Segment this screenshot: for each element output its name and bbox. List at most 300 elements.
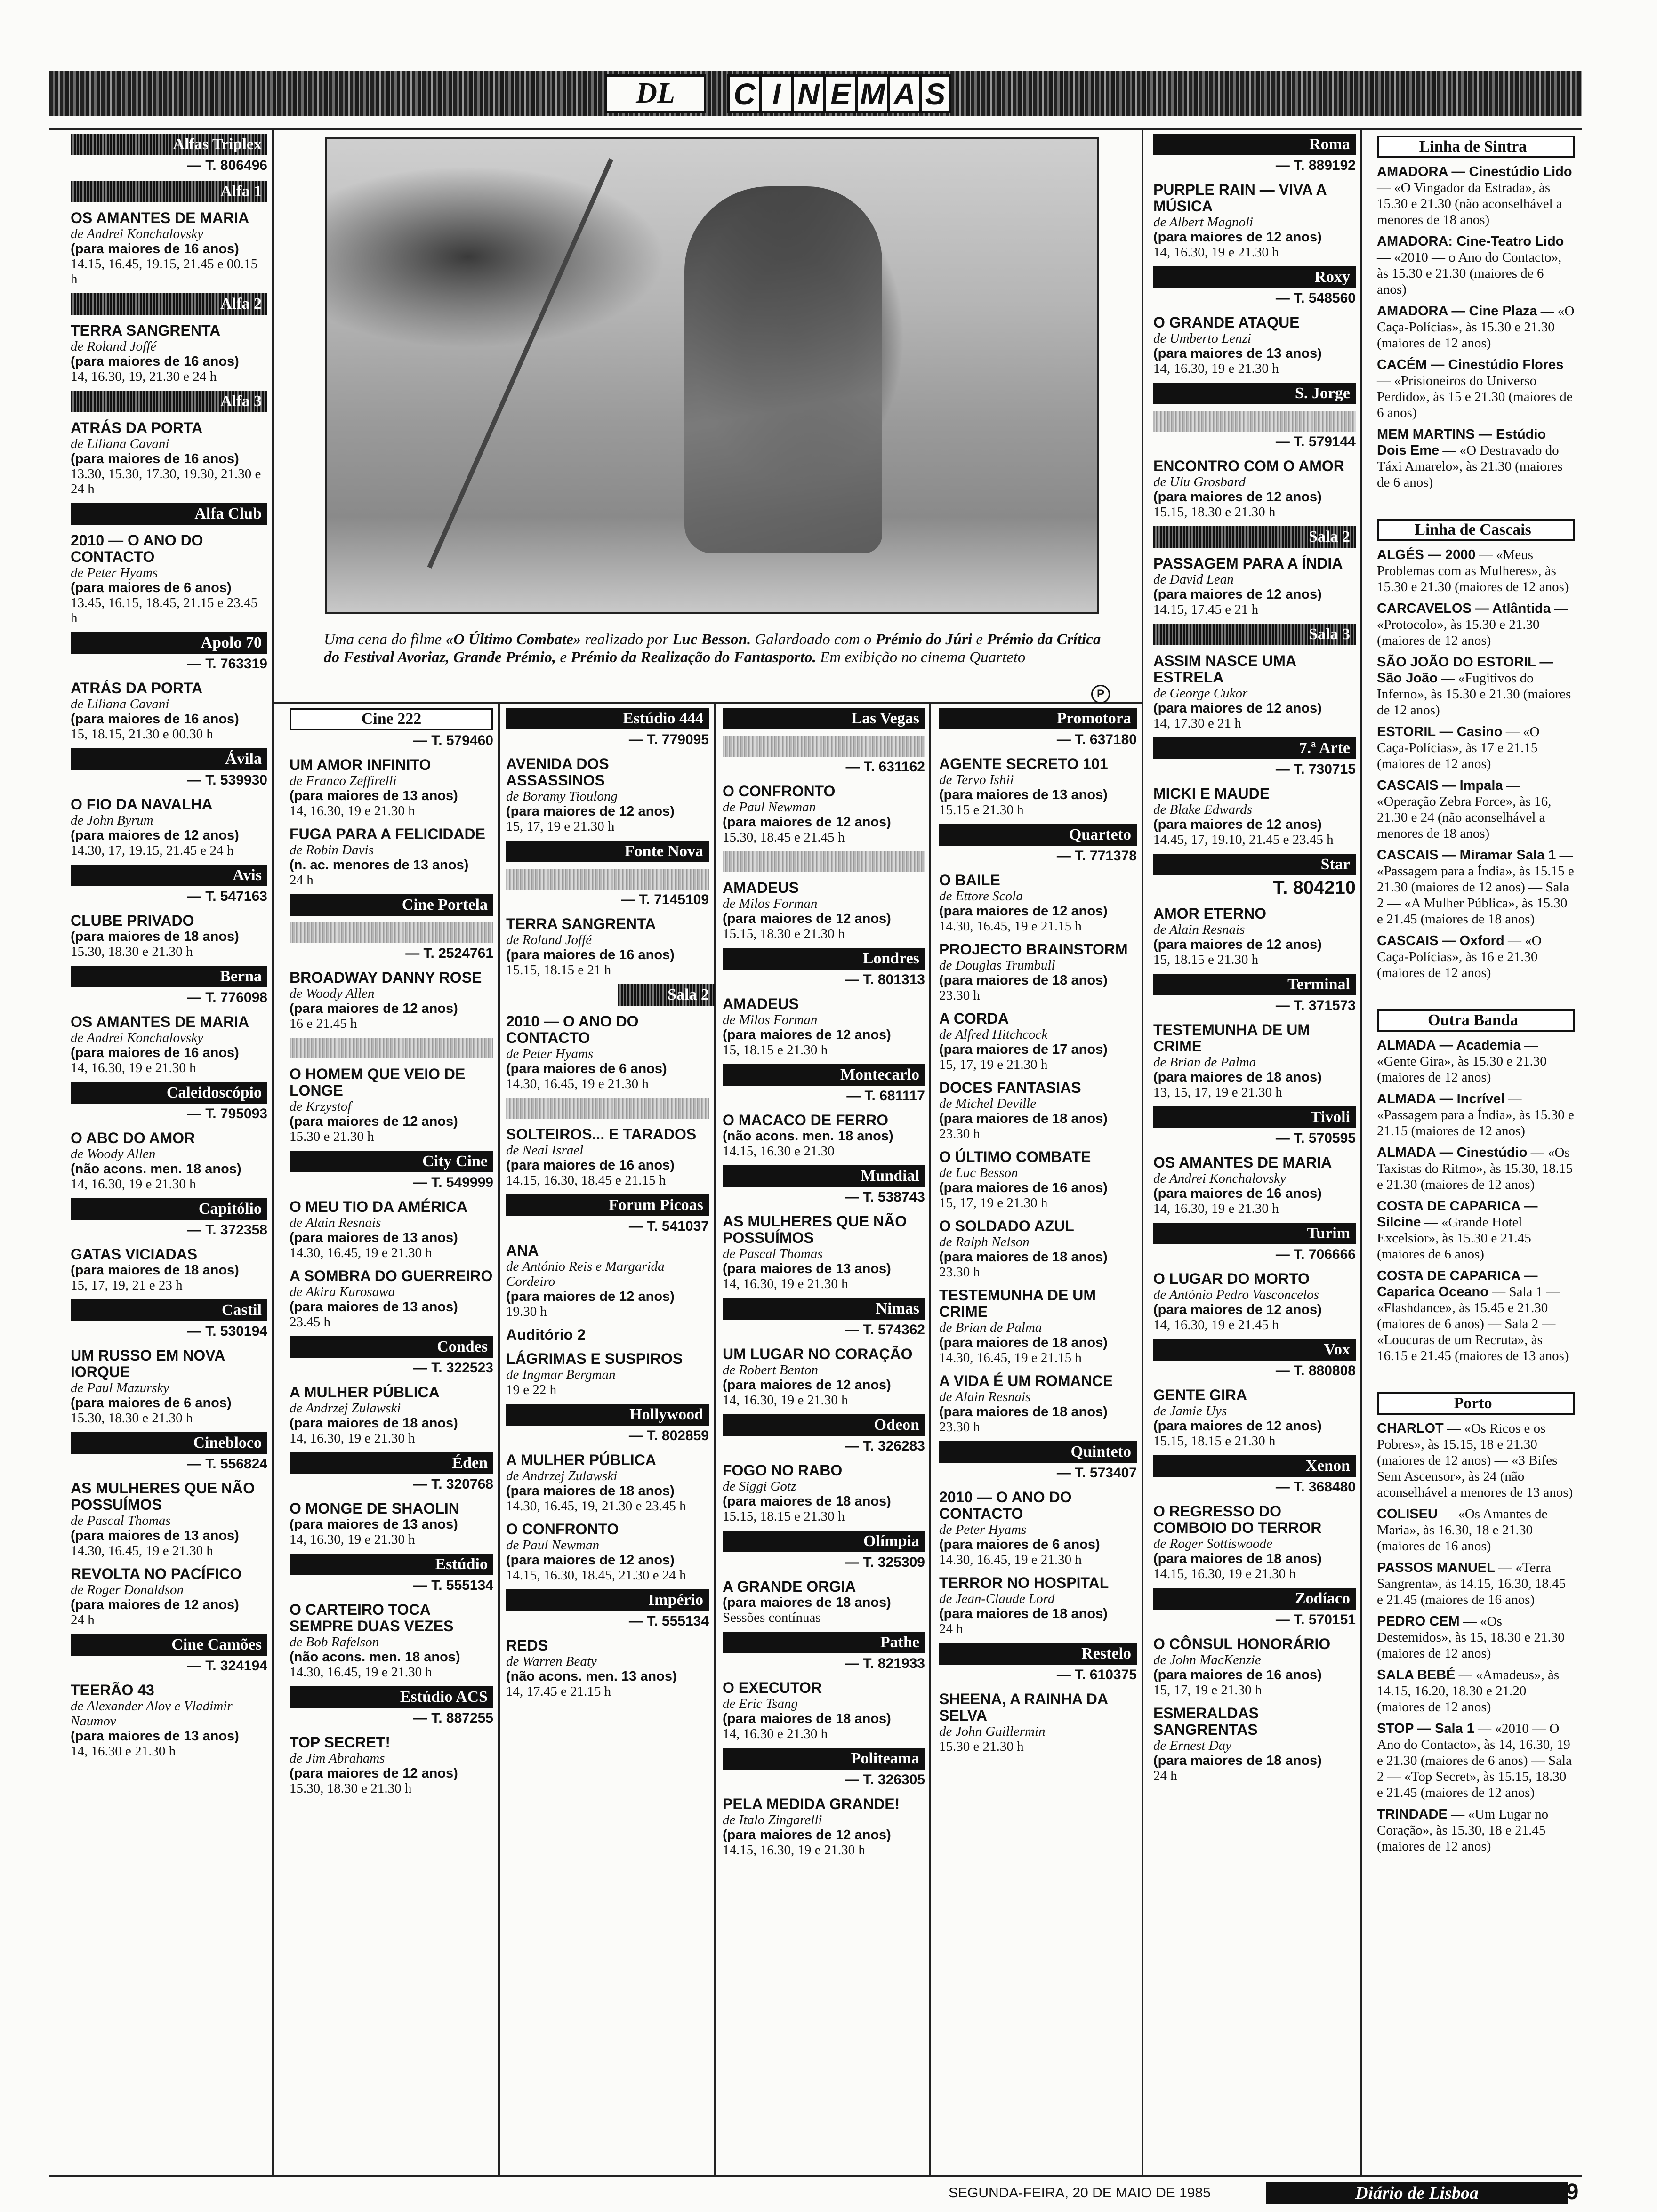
age-rating: (para maiores de 18 anos) bbox=[71, 1263, 239, 1278]
age-rating: (para maiores de 12 anos) bbox=[1153, 489, 1322, 505]
newspaper-masthead: Diário de Lisboa bbox=[1266, 2182, 1568, 2204]
film-title: O REGRESSO DO COMBOIO DO TERROR bbox=[1153, 1503, 1322, 1536]
film-listing bbox=[1153, 458, 1356, 520]
phone-number: — T. 802859 bbox=[628, 1428, 709, 1443]
age-rating: (não acons. men. 18 anos) bbox=[290, 1650, 460, 1665]
cinema-header: Alfa 2 bbox=[71, 293, 267, 315]
age-rating: (para maiores de 6 anos) bbox=[71, 1395, 232, 1411]
film-director: de Robin Davis bbox=[290, 842, 374, 858]
session-times: 14, 16.30, 19, 21.30 e 24 h bbox=[71, 369, 217, 384]
venue-program: — «Meus Problemas com as Mulheres», às 15.30 e 21.30 (maiores de 12 anos) bbox=[1377, 547, 1569, 594]
regional-listing bbox=[1377, 1420, 1575, 1500]
phone-number: — T. 570151 bbox=[1275, 1612, 1356, 1627]
age-rating: (para maiores de 12 anos) bbox=[939, 904, 1108, 919]
age-rating: (para maiores de 18 anos) bbox=[723, 1595, 891, 1610]
title-letter: M bbox=[855, 74, 887, 113]
session-times: 14.30, 16.45, 19 e 21.30 h bbox=[939, 1552, 1082, 1567]
session-times: 14, 17.30 e 21 h bbox=[1153, 716, 1241, 731]
session-times: 14.30, 16.45, 19 e 21.30 h bbox=[290, 1665, 432, 1680]
session-times: 15.30, 18.30 e 21.30 h bbox=[71, 1411, 193, 1426]
film-director: de Douglas Trumbull bbox=[939, 958, 1055, 973]
film-director: de Woody Allen bbox=[290, 986, 375, 1001]
film-listing bbox=[723, 1213, 925, 1291]
phone-number: — T. 573407 bbox=[1056, 1465, 1137, 1481]
venue-name: ESTORIL — Casino bbox=[1377, 724, 1503, 739]
session-times: 14.15, 16.30, 19 e 21.30 h bbox=[1153, 1566, 1296, 1581]
film-listing bbox=[290, 1734, 493, 1796]
venue-program: — «Os Ricos e os Pobres», às 15.15, 18 e 21.30 (maiores de 12 anos) — «3 Bifes Sem Ascensor», às 24 (não aconselhável a menores de 13 anos) bbox=[1377, 1421, 1573, 1500]
regional-listing bbox=[1377, 233, 1575, 297]
venue-program: — «Amadeus», às 14.15, 16.20, 18.30 e 21.20 (maiores de 12 anos) bbox=[1377, 1667, 1560, 1715]
age-rating: (para maiores de 12 anos) bbox=[1153, 1302, 1322, 1317]
cinema-header: Alfas Triplex bbox=[71, 134, 267, 155]
regional-listing bbox=[1377, 1091, 1575, 1139]
venue-name: CACÉM — Cinestúdio Flores bbox=[1377, 357, 1564, 372]
film-listing bbox=[723, 1462, 925, 1524]
column-rule bbox=[272, 128, 274, 2175]
film-director: de Akira Kurosawa bbox=[290, 1284, 395, 1299]
venue-name: CASCAIS — Oxford bbox=[1377, 933, 1504, 948]
age-rating: (para maiores de 16 anos) bbox=[1153, 1667, 1322, 1683]
cinema-header: Restelo bbox=[939, 1643, 1137, 1665]
phone-number: — T. 2524761 bbox=[405, 946, 493, 961]
age-rating: (para maiores de 18 anos) bbox=[939, 1111, 1108, 1126]
region-header: Linha de Cascais bbox=[1377, 519, 1575, 541]
film-title: REDS bbox=[506, 1637, 548, 1654]
page-number: 29 bbox=[1553, 2180, 1579, 2204]
phone-number: — T. 574362 bbox=[845, 1322, 925, 1338]
film-listing bbox=[1153, 314, 1356, 376]
film-listing bbox=[290, 1066, 493, 1144]
venue-program: — «Gente Gira», às 15.30 e 21.30 (maiores de 12 anos) bbox=[1377, 1038, 1547, 1085]
age-rating: (para maiores de 18 anos) bbox=[723, 1711, 891, 1726]
film-title: A CORDA bbox=[939, 1010, 1009, 1027]
film-listing bbox=[71, 532, 267, 625]
venue-name: CARCAVELOS — Atlântida bbox=[1377, 601, 1551, 616]
film-title: PROJECTO BRAINSTORM bbox=[939, 941, 1128, 958]
session-times: 14.30, 16.45, 19 e 21.30 h bbox=[506, 1076, 649, 1091]
session-times: 14, 16.30, 19 e 21.30 h bbox=[1153, 361, 1279, 376]
film-title: ENCONTRO COM O AMOR bbox=[1153, 457, 1344, 474]
film-listing bbox=[506, 756, 709, 834]
age-rating: (para maiores de 18 anos) bbox=[1153, 1551, 1322, 1566]
film-listing bbox=[506, 1126, 709, 1188]
film-title: O FIO DA NAVALHA bbox=[71, 796, 213, 813]
film-listing bbox=[1153, 1636, 1356, 1698]
session-times: 14, 16.30, 19 e 21.30 h bbox=[723, 1276, 848, 1291]
film-listing bbox=[506, 916, 709, 978]
session-times: 24 h bbox=[290, 873, 314, 888]
cinema-header: 7.ª Arte bbox=[1153, 737, 1356, 759]
film-title: CLUBE PRIVADO bbox=[71, 912, 194, 929]
film-listing bbox=[939, 1691, 1137, 1754]
cinema-header: Las Vegas bbox=[723, 708, 925, 729]
session-times: 14.30, 16.45, 19 e 21.30 h bbox=[290, 1245, 432, 1260]
film-listing bbox=[290, 1602, 493, 1680]
film-director: de Roger Donaldson bbox=[71, 1582, 184, 1597]
venue-name: ALMADA — Incrível bbox=[1377, 1091, 1505, 1106]
phone-number: — T. 579144 bbox=[1275, 434, 1356, 449]
cinema-header: Fonte Nova bbox=[506, 841, 709, 862]
cinema-header: Odeon bbox=[723, 1414, 925, 1436]
film-title: O BAILE bbox=[939, 872, 1000, 889]
film-title: O ABC DO AMOR bbox=[71, 1130, 195, 1146]
film-director: de Alexander Alov e Vladimir Naumov bbox=[71, 1699, 233, 1729]
venue-name: ALMADA — Cinestúdio bbox=[1377, 1145, 1528, 1160]
phone-number: — T. 326305 bbox=[845, 1772, 925, 1787]
film-listing bbox=[939, 1373, 1137, 1435]
cinema-header: Alfa 1 bbox=[71, 181, 267, 202]
column-rule bbox=[1360, 128, 1362, 2175]
film-title: FUGA PARA A FELICIDADE bbox=[290, 825, 485, 842]
regional-listing bbox=[1377, 426, 1575, 490]
phone-number: — T. 681117 bbox=[846, 1088, 925, 1104]
cinema-header: Império bbox=[506, 1589, 709, 1611]
film-listing bbox=[723, 1579, 925, 1625]
film-listing bbox=[71, 420, 267, 497]
sala-strip bbox=[506, 1098, 709, 1119]
film-listing bbox=[939, 1575, 1137, 1636]
regional-listing bbox=[1377, 724, 1575, 772]
film-title: ESMERALDAS SANGRENTAS bbox=[1153, 1705, 1259, 1738]
cinema-header: Politeama bbox=[723, 1748, 925, 1770]
cinema-header: Cinebloco bbox=[71, 1432, 267, 1454]
film-listing bbox=[1153, 906, 1356, 967]
phone-number: — T. 763319 bbox=[187, 656, 267, 672]
film-title: O LUGAR DO MORTO bbox=[1153, 1270, 1310, 1287]
film-title: UM LUGAR NO CORAÇÃO bbox=[723, 1346, 913, 1362]
cinema-header: Éden bbox=[290, 1452, 493, 1474]
session-times: 15.15, 18.15 e 21.30 h bbox=[1153, 1434, 1276, 1449]
sala-strip bbox=[290, 922, 493, 943]
footer-date: SEGUNDA-FEIRA, 20 DE MAIO DE 1985 bbox=[949, 2185, 1211, 2201]
venue-name: COSTA DE CAPARICA — Silcine bbox=[1377, 1199, 1538, 1230]
cinema-header: Cine 222 bbox=[290, 708, 493, 730]
session-times: 15.30, 18.45 e 21.45 h bbox=[723, 830, 845, 845]
venue-name: STOP — Sala 1 bbox=[1377, 1721, 1474, 1736]
film-listing bbox=[939, 756, 1137, 817]
column-rule bbox=[1142, 128, 1143, 2175]
film-director: de Andrzej Zulawski bbox=[290, 1401, 401, 1416]
column-rule bbox=[498, 702, 500, 2175]
age-rating: (para maiores de 16 anos) bbox=[71, 712, 239, 727]
film-listing bbox=[290, 1500, 493, 1547]
film-title: PELA MEDIDA GRANDE! bbox=[723, 1795, 900, 1812]
film-title: TEERÃO 43 bbox=[71, 1682, 154, 1699]
age-rating: (para maiores de 13 anos) bbox=[290, 1517, 458, 1532]
cinema-header: Alfa Club bbox=[71, 503, 267, 525]
age-rating: (para maiores de 12 anos) bbox=[723, 815, 891, 830]
film-listing bbox=[939, 1149, 1137, 1210]
cinema-header: Pathe bbox=[723, 1632, 925, 1653]
film-listing bbox=[939, 872, 1137, 934]
regional-listing bbox=[1377, 1506, 1575, 1554]
age-rating: (para maiores de 12 anos) bbox=[1153, 587, 1322, 602]
column-1 bbox=[71, 127, 267, 1759]
age-rating: (para maiores de 6 anos) bbox=[939, 1537, 1100, 1552]
cinema-header: Promotora bbox=[939, 708, 1137, 729]
regional-listing bbox=[1377, 847, 1575, 927]
age-rating: (para maiores de 6 anos) bbox=[506, 1061, 667, 1076]
regional-listing bbox=[1377, 1037, 1575, 1085]
session-times: 15.30 e 21.30 h bbox=[939, 1739, 1024, 1754]
film-title: A MULHER PÚBLICA bbox=[506, 1451, 656, 1468]
regional-listing bbox=[1377, 1806, 1575, 1854]
session-times: 19.30 h bbox=[506, 1304, 547, 1319]
film-director: de Bob Rafelson bbox=[290, 1635, 379, 1650]
photo-figure bbox=[684, 186, 882, 553]
regional-listing bbox=[1377, 547, 1575, 595]
age-rating: (para maiores de 18 anos) bbox=[723, 1494, 891, 1509]
phone-number: — T. 806496 bbox=[187, 158, 267, 173]
film-director: de Italo Zingarelli bbox=[723, 1812, 822, 1827]
film-title: O SOLDADO AZUL bbox=[939, 1218, 1074, 1234]
venue-program: — «Um Lugar no Coração», às 15.30, 18 e 21.45 (maiores de 12 anos) bbox=[1377, 1807, 1549, 1854]
age-rating: (para maiores de 18 anos) bbox=[290, 1416, 458, 1431]
film-title: SHEENA, A RAINHA DA SELVA bbox=[939, 1691, 1108, 1724]
film-still-photo bbox=[325, 137, 1099, 614]
film-title: AGENTE SECRETO 101 bbox=[939, 755, 1108, 772]
film-listing bbox=[1153, 1387, 1356, 1449]
session-times: 15.15, 18.30 e 21.30 h bbox=[1153, 505, 1276, 520]
film-title: TESTEMUNHA DE UM CRIME bbox=[939, 1287, 1096, 1320]
film-title: A VIDA É UM ROMANCE bbox=[939, 1372, 1113, 1389]
film-director: de António Pedro Vasconcelos bbox=[1153, 1287, 1319, 1302]
film-title: 2010 — O ANO DO CONTACTO bbox=[506, 1013, 639, 1046]
cinema-header: Roxy bbox=[1153, 266, 1356, 288]
copyright-mark: P bbox=[1091, 685, 1110, 704]
cinema-header: Montecarlo bbox=[723, 1064, 925, 1086]
age-rating: (para maiores de 13 anos) bbox=[290, 1230, 458, 1245]
film-listing bbox=[71, 1130, 267, 1192]
sala-strip bbox=[290, 1038, 493, 1058]
film-listing bbox=[723, 880, 925, 941]
session-times: 15, 17, 19 e 21.30 h bbox=[1153, 1683, 1262, 1698]
film-director: de Peter Hyams bbox=[506, 1046, 594, 1061]
phone-number: — T. 801313 bbox=[845, 972, 925, 987]
phone-number: — T. 631162 bbox=[845, 759, 925, 775]
title-letter: C bbox=[727, 74, 759, 113]
film-listing bbox=[71, 796, 267, 858]
regional-listing bbox=[1377, 164, 1575, 228]
phone-number: — T. 610375 bbox=[1056, 1667, 1137, 1683]
venue-program: — «Protocolo», às 15.30 e 21.30 (maiores de 12 anos) bbox=[1377, 601, 1568, 648]
venue-program: — «2010 — O Ano do Contacto», às 14, 16.30, 19 e 21.30 (maiores de 6 anos) — Sala 2 — «Top Secret», às 15.15, 18.30 e 21.45 (maiores de 12 anos) bbox=[1377, 1721, 1572, 1800]
film-title: 2010 — O ANO DO CONTACTO bbox=[939, 1489, 1072, 1522]
film-listing bbox=[1153, 555, 1356, 617]
film-listing bbox=[290, 757, 493, 818]
film-director: de Brian de Palma bbox=[1153, 1055, 1256, 1070]
film-listing bbox=[723, 996, 925, 1058]
age-rating: (para maiores de 16 anos) bbox=[506, 1158, 675, 1173]
session-times: 14, 17.45 e 21.15 h bbox=[506, 1684, 611, 1699]
session-times: Sessões contínuas bbox=[723, 1610, 821, 1625]
film-title: FOGO NO RABO bbox=[723, 1462, 843, 1479]
venue-name: SÃO JOÃO DO ESTORIL — São João bbox=[1377, 655, 1553, 686]
venue-name: SALA BEBÉ bbox=[1377, 1667, 1456, 1683]
age-rating: (para maiores de 16 anos) bbox=[1153, 1186, 1322, 1201]
regional-listing bbox=[1377, 1268, 1575, 1364]
film-listing bbox=[1153, 1705, 1356, 1783]
age-rating: (para maiores de 12 anos) bbox=[506, 1553, 675, 1568]
regional-listing bbox=[1377, 933, 1575, 981]
phone-number: — T. 887255 bbox=[413, 1710, 493, 1726]
phone-number: — T. 889192 bbox=[1275, 158, 1356, 173]
film-title: TESTEMUNHA DE UM CRIME bbox=[1153, 1021, 1311, 1055]
venue-name: AMADORA: Cine-Teatro Lido bbox=[1377, 234, 1564, 249]
film-title: REVOLTA NO PACÍFICO bbox=[71, 1565, 242, 1582]
age-rating: (n. ac. menores de 13 anos) bbox=[290, 858, 469, 873]
film-director: de Warren Beaty bbox=[506, 1654, 597, 1669]
film-listing bbox=[290, 1199, 493, 1260]
film-listing bbox=[71, 1566, 267, 1627]
phone-number: — T. 539930 bbox=[187, 772, 267, 788]
film-director: de David Lean bbox=[1153, 572, 1234, 587]
film-listing bbox=[1153, 1022, 1356, 1100]
column-4 bbox=[723, 701, 925, 1858]
session-times: 15, 17, 19, 21 e 23 h bbox=[71, 1278, 183, 1293]
age-rating: (para maiores de 13 anos) bbox=[939, 787, 1108, 802]
venue-program: — «O Caça-Polícias», às 16 e 21.30 (maiores de 12 anos) bbox=[1377, 933, 1542, 980]
film-title: AMADEUS bbox=[723, 995, 799, 1012]
session-times: 23.30 h bbox=[939, 1265, 980, 1280]
phone-number: — T. 326283 bbox=[845, 1438, 925, 1454]
film-director: de Neal Israel bbox=[506, 1143, 584, 1158]
age-rating: (para maiores de 12 anos) bbox=[723, 1378, 891, 1393]
age-rating: (não acons. men. 18 anos) bbox=[723, 1129, 893, 1144]
cinema-header: Zodíaco bbox=[1153, 1588, 1356, 1610]
regional-listing bbox=[1377, 601, 1575, 649]
venue-program: — «O Caça-Polícias», às 15.30 e 21.30 (maiores de 12 anos) bbox=[1377, 304, 1575, 351]
film-director: de Andrei Konchalovsky bbox=[71, 226, 203, 241]
age-rating: (para maiores de 13 anos) bbox=[723, 1261, 891, 1276]
film-director: de Andrei Konchalovsky bbox=[1153, 1171, 1286, 1186]
venue-program: — «Grande Hotel Excelsior», às 15.30 e 21.45 (maiores de 6 anos) bbox=[1377, 1215, 1531, 1262]
cinema-header: Quarteto bbox=[939, 824, 1137, 846]
cinema-header: Estúdio ACS bbox=[290, 1686, 493, 1708]
phone-number: — T. 795093 bbox=[187, 1106, 267, 1122]
cinema-header: Capitólio bbox=[71, 1198, 267, 1220]
age-rating: (para maiores de 18 anos) bbox=[939, 1250, 1108, 1265]
regional-listing bbox=[1377, 1560, 1575, 1608]
age-rating: (para maiores de 6 anos) bbox=[71, 580, 232, 595]
age-rating: (para maiores de 18 anos) bbox=[939, 1404, 1108, 1419]
film-listing bbox=[1153, 1503, 1356, 1581]
phone-number: — T. 549999 bbox=[413, 1175, 493, 1190]
regional-listing bbox=[1377, 357, 1575, 421]
cinema-header: Castil bbox=[71, 1299, 267, 1321]
film-director: de Pascal Thomas bbox=[723, 1246, 823, 1261]
age-rating: (para maiores de 13 anos) bbox=[290, 1299, 458, 1314]
session-times: 15, 18.15, 21.30 e 00.30 h bbox=[71, 727, 213, 742]
age-rating: (para maiores de 13 anos) bbox=[290, 788, 458, 803]
regional-listing bbox=[1377, 1721, 1575, 1801]
column-rule bbox=[714, 702, 716, 2175]
regional-listing bbox=[1377, 1667, 1575, 1715]
session-times: 14, 16.30 e 21.30 h bbox=[71, 1744, 176, 1759]
session-times: 16 e 21.45 h bbox=[290, 1016, 357, 1031]
film-title: A MULHER PÚBLICA bbox=[290, 1384, 440, 1401]
age-rating: (não acons. men. 13 anos) bbox=[506, 1669, 677, 1684]
region-header: Porto bbox=[1377, 1392, 1575, 1415]
age-rating: (para maiores de 18 anos) bbox=[939, 1606, 1108, 1621]
film-director: de Ralph Nelson bbox=[939, 1234, 1030, 1250]
film-director: de John Byrum bbox=[71, 813, 153, 828]
film-listing bbox=[71, 322, 267, 384]
venue-program: — «Operação Zebra Force», às 16, 21.30 e 24 (não aconselhável a menores de 18 anos) bbox=[1377, 778, 1552, 841]
film-director: de Peter Hyams bbox=[71, 565, 158, 580]
session-times: 15.15 e 21.30 h bbox=[939, 802, 1024, 817]
venue-program: — «Os Destemidos», às 15, 18.30 e 21.30 (maiores de 12 anos) bbox=[1377, 1614, 1565, 1661]
film-listing bbox=[506, 1452, 709, 1514]
film-title: O GRANDE ATAQUE bbox=[1153, 314, 1300, 331]
cinema-header: S. Jorge bbox=[1153, 383, 1356, 404]
phone-number: — T. 548560 bbox=[1275, 290, 1356, 306]
cinema-header: City Cine bbox=[290, 1151, 493, 1172]
venue-program: — «Passagem para a Índia», às 15.30 e 21.15 (maiores de 12 anos) bbox=[1377, 1091, 1574, 1138]
film-director: de Jim Abrahams bbox=[290, 1751, 385, 1766]
session-times: 13, 15, 17, 19 e 21.30 h bbox=[1153, 1085, 1282, 1100]
cinema-header: Berna bbox=[71, 966, 267, 987]
phone-number: — T. 320768 bbox=[413, 1476, 493, 1492]
film-director: de Peter Hyams bbox=[939, 1522, 1027, 1537]
film-listing bbox=[71, 680, 267, 742]
title-letter: N bbox=[791, 74, 823, 113]
venue-program: — «O Destravado do Táxi Amarelo», às 21.30 (maiores de 6 anos) bbox=[1377, 443, 1563, 490]
film-title: GATAS VICIADAS bbox=[71, 1246, 198, 1263]
venue-name: AMADORA — Cinestúdio Lido bbox=[1377, 164, 1572, 179]
film-listing bbox=[939, 1287, 1137, 1365]
cinema-header: Nimas bbox=[723, 1298, 925, 1320]
age-rating: (para maiores de 16 anos) bbox=[71, 451, 239, 466]
age-rating: (para maiores de 12 anos) bbox=[290, 1001, 458, 1016]
session-times: 14.30, 16.45, 19, 21.30 e 23.45 h bbox=[506, 1499, 686, 1514]
film-listing bbox=[939, 1010, 1137, 1072]
phone-number: — T. 579460 bbox=[413, 733, 493, 748]
session-times: 24 h bbox=[1153, 1768, 1177, 1783]
film-title: O HOMEM QUE VEIO DE LONGE bbox=[290, 1066, 466, 1099]
cinema-header: Alfa 3 bbox=[71, 391, 267, 412]
film-title: TERRA SANGRENTA bbox=[506, 915, 656, 932]
age-rating: (para maiores de 18 anos) bbox=[1153, 1070, 1322, 1085]
sala-strip bbox=[723, 851, 925, 872]
film-title: AMOR ETERNO bbox=[1153, 905, 1266, 922]
film-title: PASSAGEM PARA A ÍNDIA bbox=[1153, 555, 1343, 572]
age-rating: (para maiores de 18 anos) bbox=[506, 1483, 675, 1499]
age-rating: (para maiores de 12 anos) bbox=[723, 911, 891, 926]
cinema-header: Forum Picoas bbox=[506, 1194, 709, 1216]
film-director: de Siggi Gotz bbox=[723, 1479, 796, 1494]
phone-number: — T. 555134 bbox=[413, 1578, 493, 1593]
age-rating: (para maiores de 16 anos) bbox=[939, 1180, 1108, 1195]
film-listing bbox=[506, 1637, 709, 1699]
venue-name: ALGÉS — 2000 bbox=[1377, 547, 1476, 562]
column-3 bbox=[506, 701, 709, 1699]
cinema-header: Roma bbox=[1153, 134, 1356, 155]
phone-number: — T. 637180 bbox=[1056, 732, 1137, 747]
session-times: 14, 16.30 e 21.30 h bbox=[723, 1726, 828, 1741]
film-title: DOCES FANTASIAS bbox=[939, 1079, 1081, 1096]
phone-number: — T. 555134 bbox=[628, 1613, 709, 1629]
session-times: 15, 17, 19 e 21.30 h bbox=[939, 1057, 1048, 1072]
cinema-header: Mundial bbox=[723, 1165, 925, 1187]
session-times: 14.30, 16.45, 19 e 21.15 h bbox=[939, 1350, 1082, 1365]
session-times: 14, 16.30, 19 e 21.30 h bbox=[290, 1431, 415, 1446]
session-times: 14.45, 17, 19.10, 21.45 e 23.45 h bbox=[1153, 832, 1334, 847]
film-listing bbox=[71, 1682, 267, 1759]
cinema-header: Turim bbox=[1153, 1223, 1356, 1244]
session-times: 15.30 e 21.30 h bbox=[290, 1129, 374, 1144]
